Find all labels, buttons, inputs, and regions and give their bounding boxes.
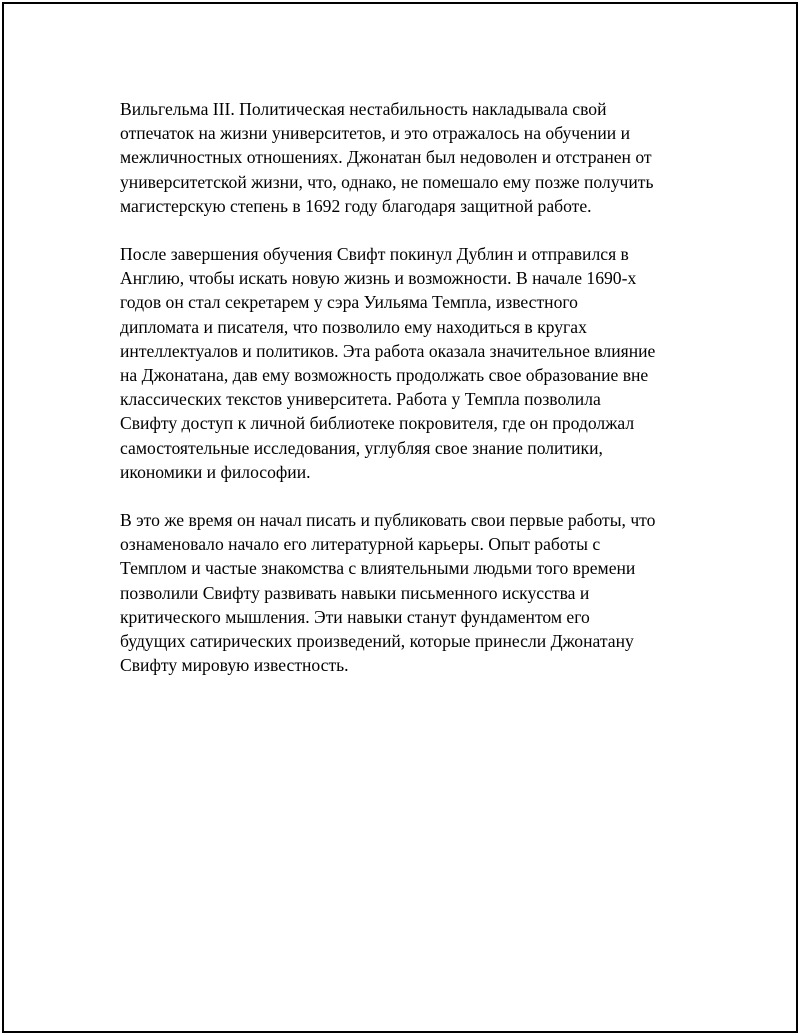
paragraph-3 <box>120 508 720 677</box>
text-line: университетской жизни, что, однако, не помешало ему позже получить <box>120 171 654 192</box>
text-line: икономики и философии. <box>120 461 311 482</box>
text-line: Свифту мировую известность. <box>120 655 349 676</box>
text-line: ознаменовало начало его литературной карьеры. Опыт работы с <box>120 534 601 555</box>
document-page <box>2 2 798 1033</box>
text-line: на Джонатана, дав ему возможность продолжать свое образование вне <box>120 365 649 386</box>
text-line: годов он стал секретарем у сэра Уильяма Темпла, известного <box>120 292 578 313</box>
text-line: будущих сатирических произведений, которые принесли Джонатану <box>120 631 634 652</box>
paragraph-1 <box>120 97 720 218</box>
text-line: После завершения обучения Свифт покинул Дублин и отправился в <box>120 244 629 265</box>
text-line: критического мышления. Эти навыки станут фундаментом его <box>120 606 590 627</box>
text-line: Темплом и частые знакомства с влиятельными людьми того времени <box>120 558 636 579</box>
text-line: Англию, чтобы искать новую жизнь и возможности. В начале 1690-х <box>120 268 637 289</box>
text-line: В это же время он начал писать и публиковать свои первые работы, что <box>120 510 656 531</box>
text-line: Свифту доступ к личной библиотеке покровителя, где он продолжал <box>120 413 635 434</box>
text-line: позволили Свифту развивать навыки письменного искусства и <box>120 582 590 603</box>
text-line: отпечаток на жизни университетов, и это отражалось на обучении и <box>120 123 631 144</box>
text-line: дипломата и писателя, что позволило ему находиться в кругах <box>120 316 587 337</box>
text-line: самостоятельные исследования, углубляя свое знание политики, <box>120 437 603 458</box>
text-line: классических текстов университета. Работа у Темпла позволила <box>120 389 601 410</box>
text-line: интеллектуалов и политиков. Эта работа оказала значительное влияние <box>120 340 656 361</box>
body-text <box>120 97 720 701</box>
text-line: межличностных отношениях. Джонатан был недоволен и отстранен от <box>120 147 652 168</box>
text-line: магистерскую степень в 1692 году благодаря защитной работе. <box>120 195 592 216</box>
text-line: Вильгельма III. Политическая нестабильность накладывала свой <box>120 99 607 119</box>
paragraph-2 <box>120 242 720 484</box>
